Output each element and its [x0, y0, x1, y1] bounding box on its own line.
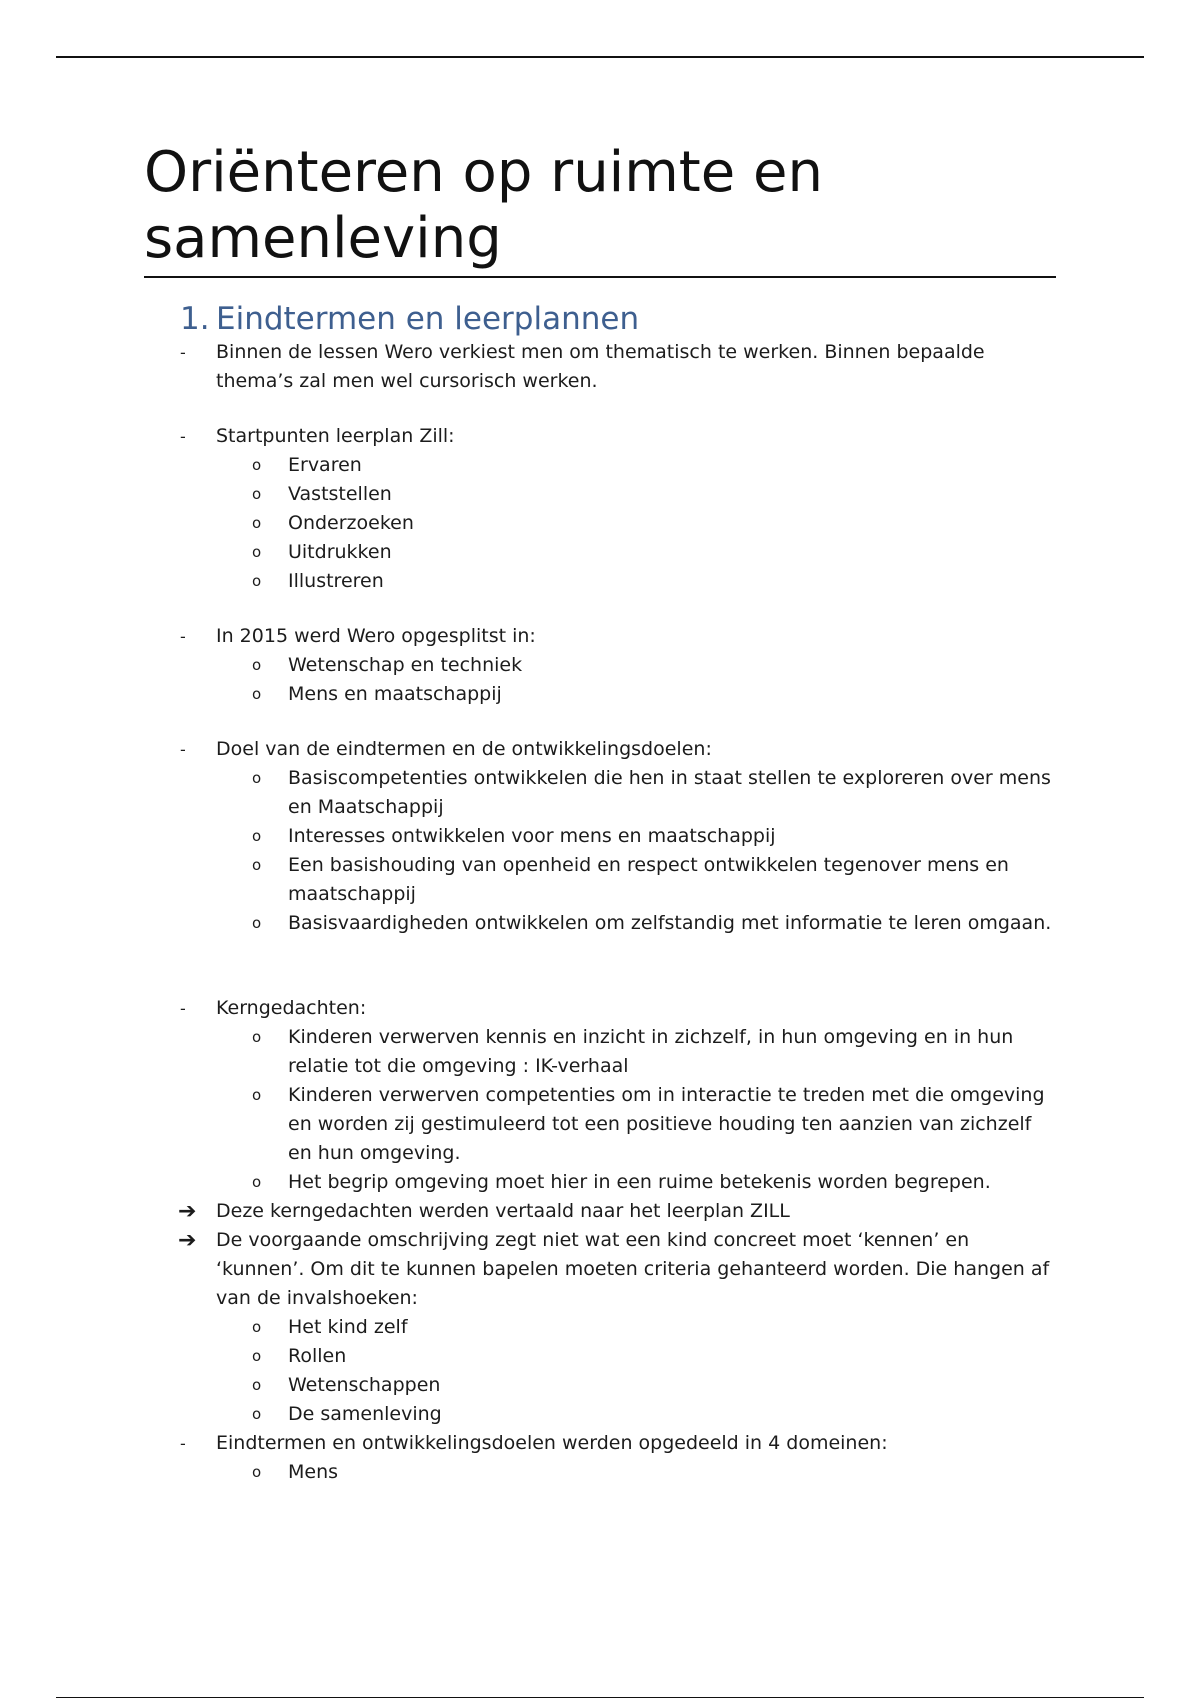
- list-item-text: Uitdrukken: [288, 541, 392, 563]
- list-item-text: Basiscompetenties ontwikkelen die hen in staat stellen te exploreren over mens en Maatschappij: [288, 767, 1051, 818]
- sub-list-item: [144, 851, 1056, 909]
- circle-bullet: o: [252, 685, 262, 703]
- arrow-item: [144, 1197, 1056, 1226]
- dash-bullet: -: [180, 627, 186, 646]
- list-item-text: Wetenschap en techniek: [288, 654, 523, 676]
- list-item-text: Kinderen verwerven competenties om in interactie te treden met die omgeving en worden zij gestimuleerd tot een positieve houding ten aanzien van zichzelf en hun omgeving.: [288, 1084, 1045, 1164]
- list-item-text: Onderzoeken: [288, 512, 414, 534]
- sub-list-item: [144, 480, 1056, 509]
- list-item-text: Basisvaardigheden ontwikkelen om zelfstandig met informatie te leren omgaan.: [288, 912, 1052, 934]
- paragraph-wero-thematisch: Binnen de lessen Wero verkiest men om thematisch te werken. Binnen bepaalde thema’s zal men wel cursorisch werken.: [216, 341, 985, 392]
- list-item-text: Interesses ontwikkelen voor mens en maatschappij: [288, 825, 776, 847]
- circle-bullet: o: [252, 769, 262, 787]
- list-item-text: Het kind zelf: [288, 1316, 408, 1338]
- sub-list-item: [144, 1313, 1056, 1342]
- list-item-text: Het begrip omgeving moet hier in een ruime betekenis worden begrepen.: [288, 1171, 991, 1193]
- arrow-icon: ➔: [178, 1199, 197, 1224]
- sub-list-item: [144, 822, 1056, 851]
- list-item-text: Illustreren: [288, 570, 384, 592]
- circle-bullet: o: [252, 572, 262, 590]
- list-item-text: Wetenschappen: [288, 1374, 441, 1396]
- circle-bullet: o: [252, 543, 262, 561]
- circle-bullet: o: [252, 456, 262, 474]
- list-item-text: Een basishouding van openheid en respect ontwikkelen tegenover mens en maatschappij: [288, 854, 1009, 905]
- sub-list-item: [144, 1458, 1056, 1487]
- circle-bullet: o: [252, 514, 262, 532]
- circle-bullet: o: [252, 1173, 262, 1191]
- list-lead: Doel van de eindtermen en de ontwikkelingsdoelen:: [216, 738, 712, 760]
- sub-list-item: [144, 1371, 1056, 1400]
- arrow-item: [144, 1226, 1056, 1313]
- circle-bullet: o: [252, 827, 262, 845]
- circle-bullet: o: [252, 856, 262, 874]
- list-item-text: Kinderen verwerven kennis en inzicht in zichzelf, in hun omgeving en in hun relatie tot die omgeving : IK-verhaal: [288, 1026, 1014, 1077]
- dash-bullet: -: [180, 343, 186, 362]
- sub-list-item: [144, 1168, 1056, 1197]
- sub-list-item: [144, 1081, 1056, 1168]
- list-lead: Startpunten leerplan Zill:: [216, 425, 455, 447]
- bullet-item: [144, 338, 1056, 396]
- list-item-text: Ervaren: [288, 454, 362, 476]
- list-lead: In 2015 werd Wero opgesplitst in:: [216, 625, 536, 647]
- dash-bullet: -: [180, 427, 186, 446]
- sub-list-item: [144, 764, 1056, 822]
- sub-list-item: [144, 909, 1056, 938]
- sub-list-item: [144, 538, 1056, 567]
- circle-bullet: o: [252, 1318, 262, 1336]
- circle-bullet: o: [252, 914, 262, 932]
- bullet-item: [144, 994, 1056, 1023]
- sub-list-item: [144, 651, 1056, 680]
- circle-bullet: o: [252, 1405, 262, 1423]
- circle-bullet: o: [252, 1376, 262, 1394]
- section-content: [144, 338, 1056, 1487]
- top-page-rule: [56, 56, 1144, 58]
- dash-bullet: -: [180, 740, 186, 759]
- sub-list-item: [144, 567, 1056, 596]
- list-item-text: De samenleving: [288, 1403, 442, 1425]
- sub-list-item: [144, 509, 1056, 538]
- list-lead: Kerngedachten:: [216, 997, 367, 1019]
- arrow-icon: ➔: [178, 1228, 197, 1253]
- sub-list-item: [144, 1400, 1056, 1429]
- sub-list-item: [144, 1023, 1056, 1081]
- section-number: 1.: [180, 301, 210, 337]
- list-item-text: Vaststellen: [288, 483, 392, 505]
- list-item-text: Mens en maatschappij: [288, 683, 502, 705]
- arrow-text-zill: Deze kerngedachten werden vertaald naar het leerplan ZILL: [216, 1200, 790, 1222]
- list-item-text: Mens: [288, 1461, 339, 1483]
- bullet-item: [144, 622, 1056, 651]
- circle-bullet: o: [252, 1347, 262, 1365]
- bullet-item: [144, 422, 1056, 451]
- section-heading: [180, 300, 1056, 338]
- bottom-page-rule: [56, 1697, 1144, 1698]
- bullet-item: [144, 1429, 1056, 1458]
- circle-bullet: o: [252, 1463, 262, 1481]
- sub-list-item: [144, 451, 1056, 480]
- circle-bullet: o: [252, 485, 262, 503]
- sub-list-item: [144, 1342, 1056, 1371]
- sub-list-item: [144, 680, 1056, 709]
- document-title: Oriënteren op ruimte en samenleving: [144, 140, 1056, 278]
- arrow-text-invalshoeken: De voorgaande omschrijving zegt niet wat een kind concreet moet ‘kennen’ en ‘kunnen’. Om dit te kunnen bapelen moeten criteria gehanteerd worden. Die hangen af van de invalshoeken:: [216, 1229, 1050, 1309]
- list-lead: Eindtermen en ontwikkelingsdoelen werden opgedeeld in 4 domeinen:: [216, 1432, 888, 1454]
- dash-bullet: -: [180, 1434, 186, 1453]
- circle-bullet: o: [252, 656, 262, 674]
- list-item-text: Rollen: [288, 1345, 347, 1367]
- circle-bullet: o: [252, 1028, 262, 1046]
- circle-bullet: o: [252, 1086, 262, 1104]
- document-body: [144, 140, 1056, 1487]
- section-title: Eindtermen en leerplannen: [216, 301, 640, 337]
- dash-bullet: -: [180, 999, 186, 1018]
- bullet-item: [144, 735, 1056, 764]
